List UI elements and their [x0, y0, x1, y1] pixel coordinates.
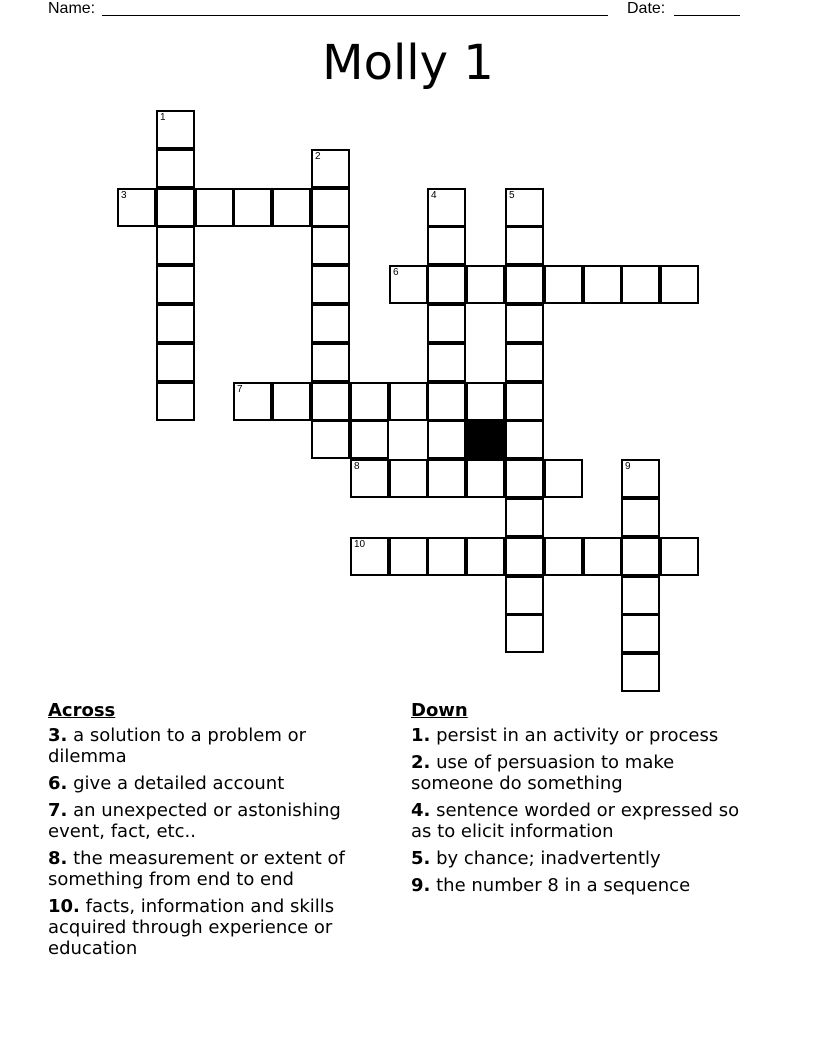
down-clues: [411, 700, 751, 902]
grid-cell[interactable]: [621, 265, 660, 304]
down-clue: [411, 800, 751, 842]
grid-cell[interactable]: [660, 537, 699, 576]
cell-number: 10: [354, 539, 366, 550]
clue-text: by chance; inadvertently: [436, 848, 661, 869]
across-heading: Across: [48, 700, 116, 721]
across-clues: [48, 700, 370, 965]
down-heading: Down: [411, 700, 468, 721]
clue-number: 4.: [411, 800, 431, 821]
grid-cell[interactable]: [389, 537, 428, 576]
grid-cell[interactable]: [156, 382, 195, 421]
clue-number: 10.: [48, 896, 80, 917]
grid-cell[interactable]: [156, 265, 195, 304]
down-clue: [411, 875, 751, 896]
clue-number: 8.: [48, 848, 68, 869]
grid-cell[interactable]: [660, 265, 699, 304]
grid-cell[interactable]: [156, 304, 195, 343]
clue-text: give a detailed account: [73, 773, 285, 794]
clue-number: 6.: [48, 773, 68, 794]
grid-cell[interactable]: [505, 226, 544, 265]
grid-cell[interactable]: [350, 537, 389, 576]
grid-cell[interactable]: [427, 343, 466, 382]
blocked-cell: [466, 420, 505, 459]
clue-text: the measurement or extent of something from end to end: [48, 848, 345, 890]
grid-cell[interactable]: [311, 420, 350, 459]
clue-number: 9.: [411, 875, 431, 896]
grid-cell[interactable]: [389, 382, 428, 421]
down-clue-list: [411, 725, 751, 896]
grid-cell[interactable]: [505, 265, 544, 304]
grid-cell[interactable]: [466, 459, 505, 498]
cell-number: 8: [354, 461, 360, 472]
down-clue: [411, 725, 751, 746]
clue-number: 1.: [411, 725, 431, 746]
grid-cell[interactable]: [505, 382, 544, 421]
clue-number: 2.: [411, 752, 431, 773]
page-title: Molly 1: [322, 35, 494, 91]
grid-cell[interactable]: [621, 459, 660, 498]
clue-text: sentence worded or expressed so as to elicit information: [411, 800, 740, 842]
grid-cell[interactable]: [156, 226, 195, 265]
grid-cell[interactable]: [117, 188, 156, 227]
clue-text: facts, information and skills acquired through experience or education: [48, 896, 335, 959]
grid-cell[interactable]: [233, 382, 272, 421]
clue-text: use of persuasion to make someone do something: [411, 752, 675, 794]
grid-cell[interactable]: [427, 304, 466, 343]
grid-cell[interactable]: [621, 537, 660, 576]
cell-number: 6: [393, 267, 399, 278]
grid-cell[interactable]: [505, 188, 544, 227]
grid-cell[interactable]: [195, 188, 234, 227]
across-clue: [48, 848, 370, 890]
name-label: Name:: [48, 0, 96, 17]
down-clue: [411, 848, 751, 869]
grid-cell[interactable]: [583, 537, 622, 576]
grid-cell[interactable]: [427, 420, 466, 459]
grid-cell[interactable]: [505, 498, 544, 537]
grid-cell[interactable]: [544, 459, 583, 498]
grid-cell[interactable]: [156, 149, 195, 188]
grid-cell[interactable]: [505, 420, 544, 459]
grid-cell[interactable]: [272, 188, 311, 227]
grid-cell[interactable]: [233, 188, 272, 227]
grid-cell[interactable]: [427, 537, 466, 576]
grid-cell[interactable]: [311, 265, 350, 304]
grid-cell[interactable]: [505, 576, 544, 615]
grid-cell[interactable]: [156, 343, 195, 382]
grid-cell[interactable]: [389, 265, 428, 304]
clue-number: 5.: [411, 848, 431, 869]
clue-number: 7.: [48, 800, 68, 821]
across-clue-list: [48, 725, 370, 959]
down-clue: [411, 752, 751, 794]
clue-number: 3.: [48, 725, 68, 746]
cell-number: 3: [121, 190, 127, 201]
grid-cell[interactable]: [583, 265, 622, 304]
grid-cell[interactable]: [466, 382, 505, 421]
grid-cell[interactable]: [311, 304, 350, 343]
grid-cell[interactable]: [621, 498, 660, 537]
across-clue: [48, 800, 370, 842]
grid-cell[interactable]: [505, 537, 544, 576]
grid-cell[interactable]: [350, 420, 389, 459]
grid-cell[interactable]: [505, 614, 544, 653]
grid-cell[interactable]: [505, 304, 544, 343]
grid-cell[interactable]: [311, 343, 350, 382]
cell-number: 1: [160, 112, 166, 123]
grid-cell[interactable]: [466, 537, 505, 576]
grid-cell[interactable]: [272, 382, 311, 421]
grid-cell[interactable]: [621, 653, 660, 692]
across-clue: [48, 725, 370, 767]
grid-cell[interactable]: [427, 382, 466, 421]
grid-cell[interactable]: [621, 576, 660, 615]
clue-text: an unexpected or astonishing event, fact, etc..: [48, 800, 341, 842]
cell-number: 9: [625, 461, 631, 472]
grid-cell[interactable]: [621, 614, 660, 653]
grid-cell[interactable]: [427, 459, 466, 498]
grid-cell[interactable]: [466, 265, 505, 304]
across-clue: [48, 773, 370, 794]
grid-cell[interactable]: [427, 188, 466, 227]
grid-cell[interactable]: [311, 226, 350, 265]
cell-number: 2: [315, 151, 321, 162]
cell-number: 7: [237, 384, 243, 395]
grid-cell[interactable]: [544, 265, 583, 304]
clue-text: a solution to a problem or dilemma: [48, 725, 307, 767]
grid-cell[interactable]: [350, 382, 389, 421]
grid-cell[interactable]: [156, 188, 195, 227]
cell-number: 5: [509, 190, 515, 201]
date-label: Date:: [627, 0, 666, 17]
grid-cell[interactable]: [311, 188, 350, 227]
grid-cell[interactable]: [427, 226, 466, 265]
grid-cell[interactable]: [505, 459, 544, 498]
grid-cell[interactable]: [544, 537, 583, 576]
grid-cell[interactable]: [156, 110, 195, 149]
grid-cell[interactable]: [311, 149, 350, 188]
clue-text: persist in an activity or process: [436, 725, 719, 746]
grid-cell[interactable]: [427, 265, 466, 304]
across-clue: [48, 896, 370, 959]
grid-cell[interactable]: [389, 459, 428, 498]
grid-cell[interactable]: [311, 382, 350, 421]
clue-text: the number 8 in a sequence: [436, 875, 691, 896]
grid-cell[interactable]: [350, 459, 389, 498]
grid-cell[interactable]: [505, 343, 544, 382]
cell-number: 4: [431, 190, 437, 201]
